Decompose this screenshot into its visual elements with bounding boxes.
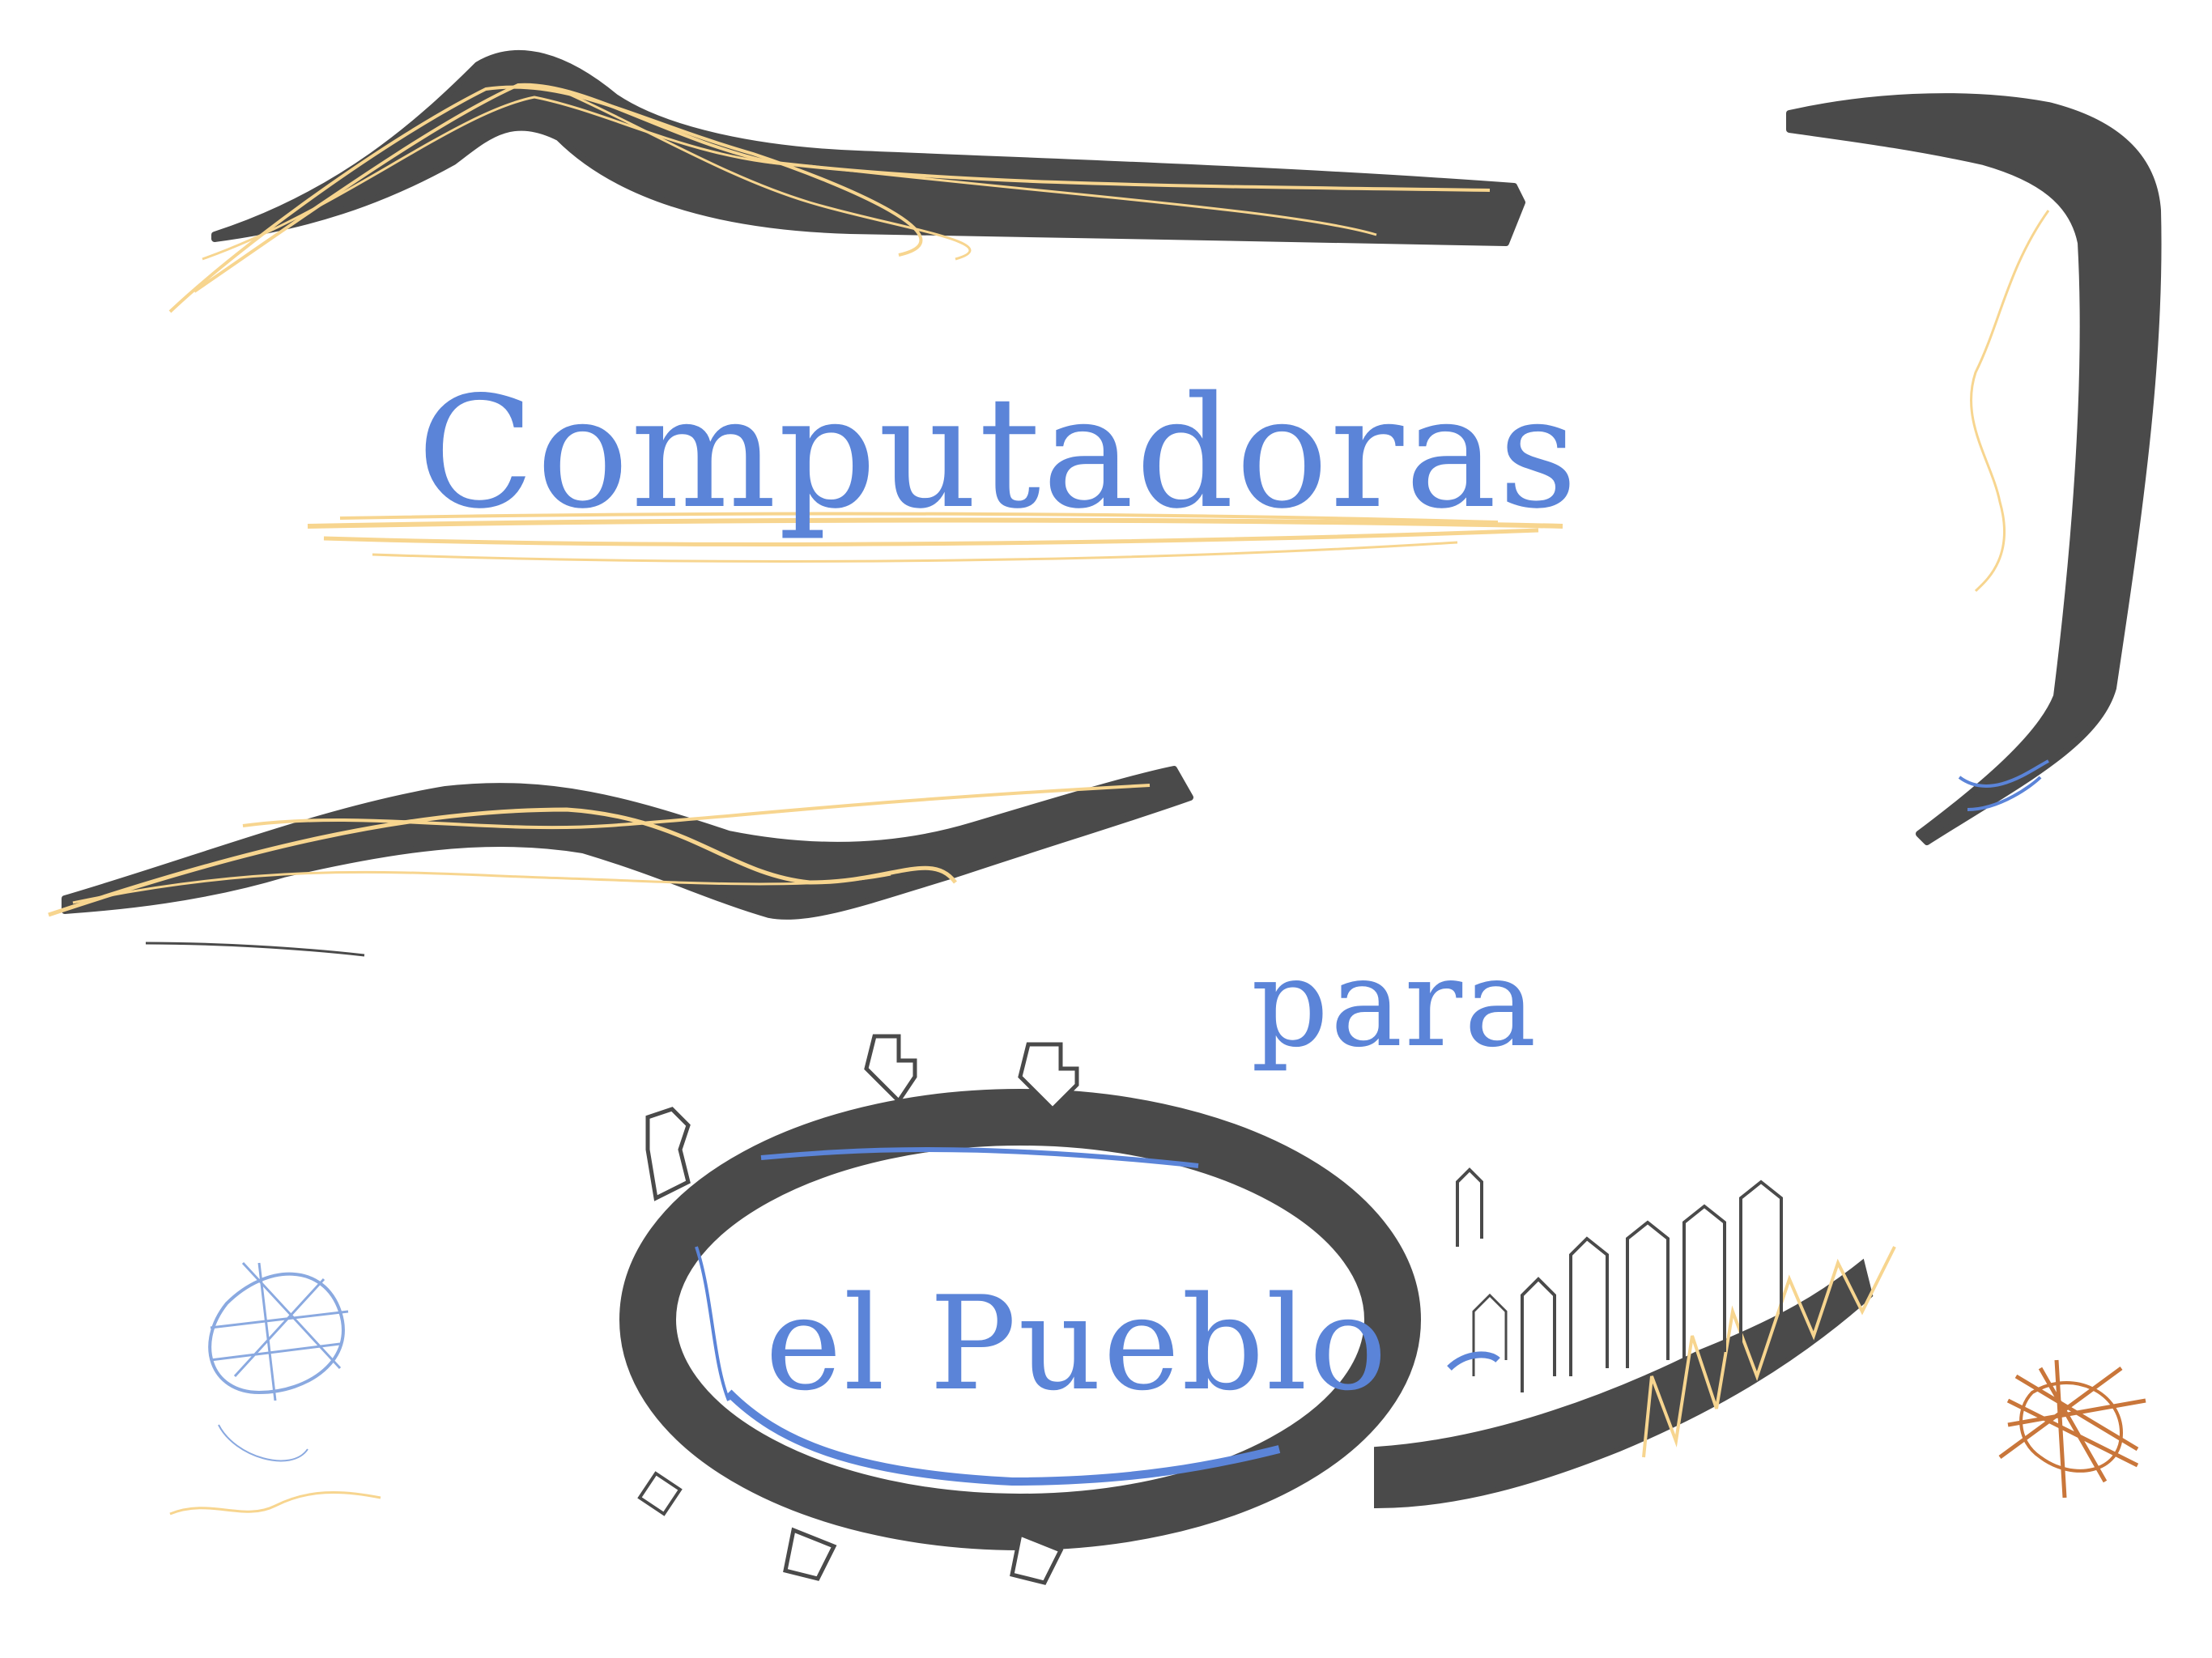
title-word-computadoras: Computadoras: [417, 363, 1580, 542]
wave-stroke-middle: [49, 769, 1190, 955]
orange-scribble: [2000, 1360, 2146, 1498]
mountain-stroke-top: [170, 53, 1522, 312]
blue-scribble: [170, 1263, 381, 1514]
hook-stroke-right: [1789, 96, 2159, 842]
title-word-el-pueblo: el Pueblo: [765, 1268, 1389, 1419]
title-word-para: para: [1251, 933, 1538, 1074]
